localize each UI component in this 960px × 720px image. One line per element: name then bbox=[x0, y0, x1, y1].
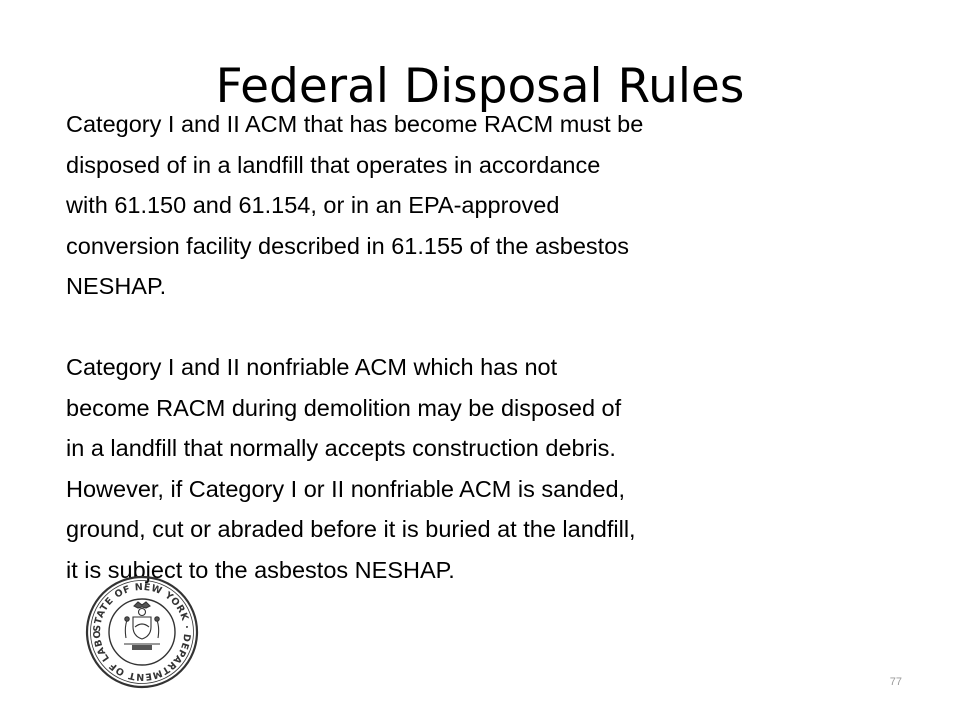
text-line: However, if Category I or II nonfriable ACM is sanded, bbox=[66, 475, 626, 502]
slide-title: Federal Disposal Rules bbox=[215, 59, 745, 115]
paragraph-disposal-racm bbox=[66, 104, 846, 307]
text-line: NESHAP. bbox=[66, 273, 167, 299]
department-of-labor-seal bbox=[84, 574, 200, 690]
text-line: conversion facility described in 61.155 of the asbestos bbox=[66, 232, 630, 259]
text-line: disposed of in a landfill that operates in accordance bbox=[66, 151, 601, 178]
text-line: Category I and II ACM that has become RACM must be bbox=[66, 111, 644, 137]
text-line: ground, cut or abraded before it is buried at the landfill, bbox=[66, 516, 636, 542]
text-line: Category I and II nonfriable ACM which has not bbox=[66, 354, 558, 380]
text-line: with 61.150 and 61.154, or in an EPA-approved bbox=[66, 192, 560, 218]
text-line: in a landfill that normally accepts construction debris. bbox=[66, 435, 616, 461]
svg-text:STATE OF NEW YORK · DEPARTMENT bbox=[84, 574, 192, 682]
text-line: become RACM during demolition may be disposed of bbox=[66, 394, 622, 421]
seal-ring-text: STATE OF NEW YORK · DEPARTMENT OF LABO bbox=[91, 581, 193, 683]
paragraph-nonfriable-acm bbox=[66, 347, 846, 590]
slide-body bbox=[66, 104, 846, 590]
page-number: 77 bbox=[889, 676, 902, 688]
seal-icon bbox=[84, 574, 200, 690]
text-line: it is subject to the asbestos NESHAP. bbox=[66, 556, 455, 583]
